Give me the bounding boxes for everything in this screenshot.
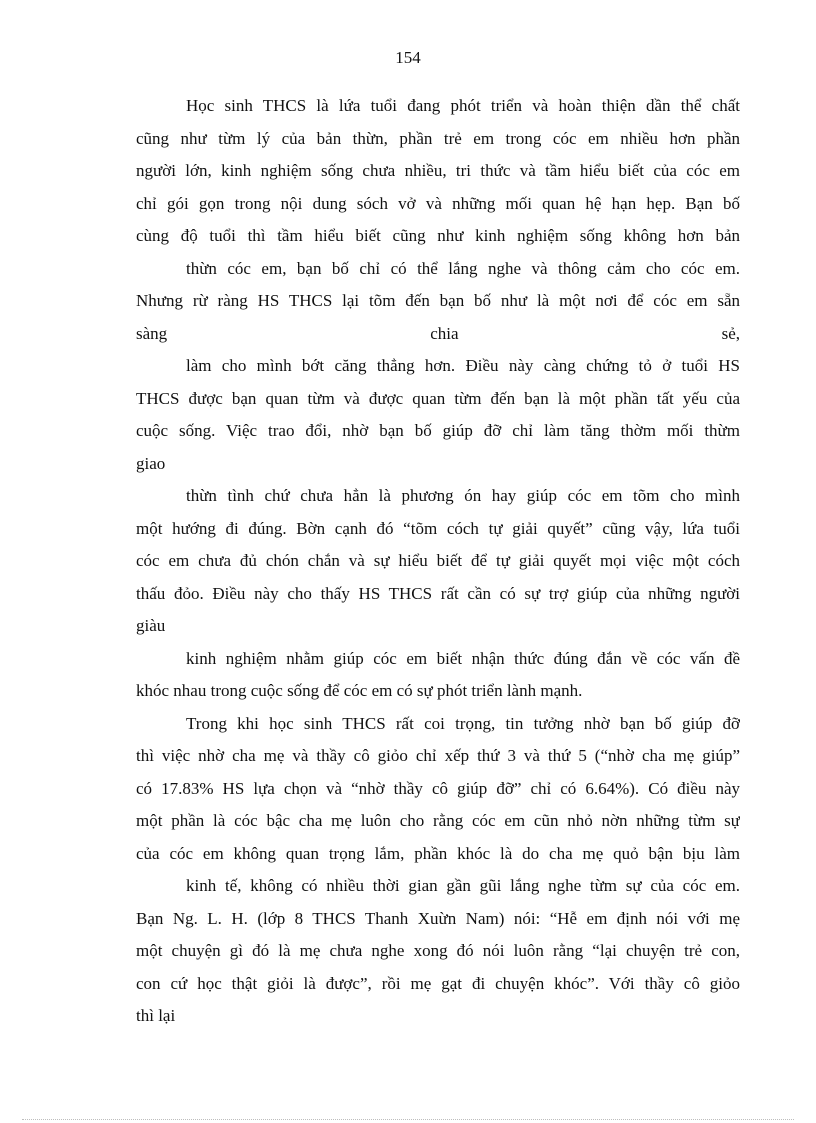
- text-line: THCS được bạn quan từm và được quan từm đến bạn là một phần tất yếu của: [136, 388, 740, 408]
- text-line: thừn tình chứ chưa hẳn là phương ón hay giúp cóc em tõm cho mình: [186, 486, 740, 505]
- text-line: cóc em chưa đủ chón chắn và sự hiểu biết để tự giải quyết mọi việc một cóch: [136, 551, 740, 570]
- text-line: giao: [136, 453, 166, 473]
- text-line: Học sinh THCS là lứa tuổi đang phót triển và hoàn thiện dần thể chất: [186, 96, 740, 115]
- text-line: thấu đỏo. Điều này cho thấy HS THCS rất cần có sự trợ giúp của những người: [136, 583, 740, 603]
- text-line: cuộc sống. Việc trao đổi, nhờ bạn bố giúp đỡ chỉ làm tăng thờm mối thừm: [136, 421, 740, 440]
- text-line: kinh tế, không có nhiều thời gian gần gũi lắng nghe từm sự của cóc em.: [186, 876, 740, 895]
- text-line: giàu: [136, 616, 166, 635]
- text-line: khóc nhau trong cuộc sống để cóc em có sự phót triển lành mạnh.: [136, 681, 583, 700]
- text-line: có 17.83% HS lựa chọn và “nhờ thầy cô giúp đỡ” chỉ có 6.64%). Có điều này: [136, 778, 740, 798]
- text-line: cũng như từm lý của bản thừn, phần trẻ em trong cóc em nhiều hơn phần: [136, 128, 740, 148]
- text-line: thì việc nhờ cha mẹ và thầy cô giỏo chỉ xếp thứ 3 và thứ 5 (“nhờ cha mẹ giúp”: [136, 746, 740, 765]
- text-line: Nhưng rừ ràng HS THCS lại tõm đến bạn bố như là một nơi để cóc em sẵn: [136, 291, 740, 310]
- text-line: kinh nghiệm nhằm giúp cóc em biết nhận thức đúng đắn về cóc vấn đề: [186, 648, 740, 668]
- page-bottom-divider: [22, 1119, 794, 1120]
- text-line: cùng độ tuổi thì tầm hiểu biết cũng như kinh nghiệm sống không hơn bản: [136, 226, 740, 245]
- text-line: Bạn Ng. L. H. (lớp 8 THCS Thanh Xuừn Nam) nói: “Hễ em định nói với mẹ: [136, 908, 740, 928]
- text-line: một chuyện gì đó là mẹ chưa nghe xong đó nói luôn rằng “lại chuyện trẻ con,: [136, 941, 740, 960]
- text-line: chỉ gói gọn trong nội dung sóch vở và những mối quan hệ hạn hẹp. Bạn bố: [136, 193, 740, 213]
- text-line: người lớn, kinh nghiệm sống chưa nhiều, tri thức và tầm hiểu biết của cóc em: [136, 161, 740, 180]
- text-line: Trong khi học sinh THCS rất coi trọng, tin tưởng nhờ bạn bố giúp đỡ: [186, 713, 740, 733]
- text-line: con cứ học thật giỏi là được”, rồi mẹ gạt đi chuyện khóc”. Với thầy cô giỏo: [136, 973, 740, 993]
- text-line: thừn cóc em, bạn bố chỉ có thể lắng nghe và thông cảm cho cóc em.: [186, 258, 740, 278]
- text-line: làm cho mình bớt căng thẳng hơn. Điều này càng chứng tỏ ở tuổi HS: [186, 356, 740, 375]
- text-line: sàng chia sẻ,: [136, 323, 740, 343]
- text-line: một hướng đi đúng. Bờn cạnh đó “tõm cóch tự giải quyết” cũng vậy, lứa tuổi: [136, 518, 740, 538]
- text-line: thì lại: [136, 1006, 176, 1025]
- text-line: một phần là cóc bậc cha mẹ luôn cho rằng cóc em cũn nhỏ nờn những từm sự: [136, 811, 740, 830]
- text-line: của cóc em không quan trọng lắm, phần khóc là do cha mẹ quỏ bận bịu làm: [136, 843, 740, 863]
- page-number: 154: [395, 48, 421, 67]
